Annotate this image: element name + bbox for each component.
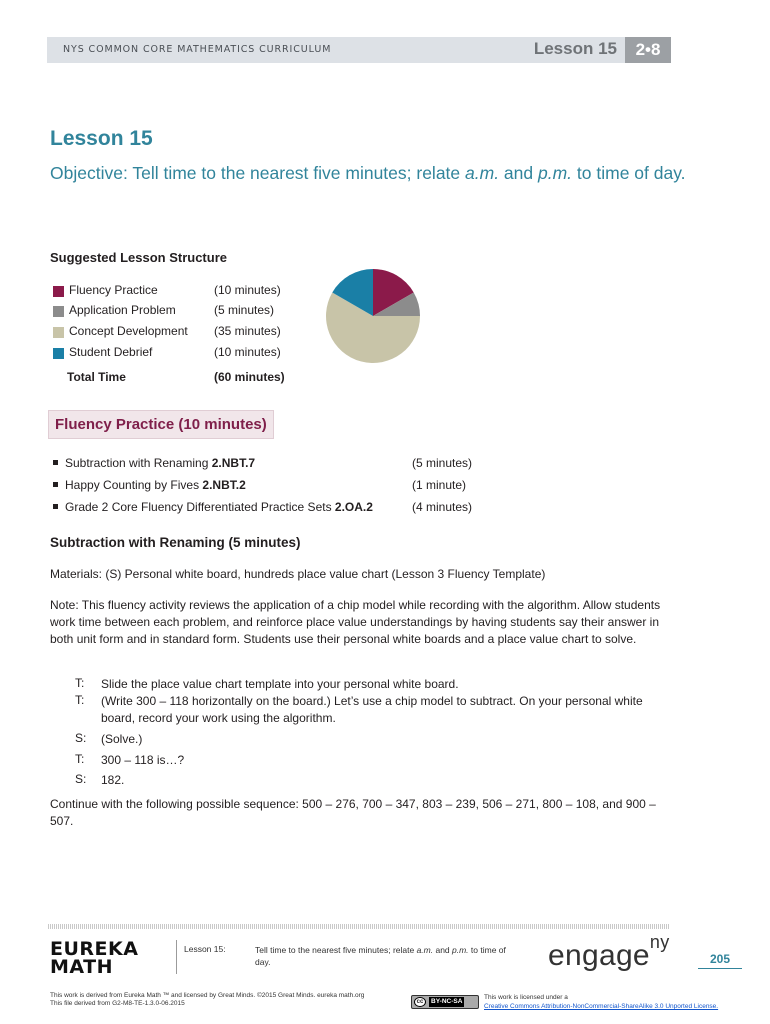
dialogue-speaker: T: — [75, 676, 85, 690]
cc-icon: cc — [414, 997, 426, 1007]
eureka-math-logo: EUREKA MATH — [50, 938, 139, 978]
license-text: This work is licensed under a Creative Commons Attribution-NonCommercial-ShareAlike 3.0 Unported License. — [484, 994, 719, 1010]
engageny-logo: engage$^{ny}$ — [548, 932, 670, 972]
fluency-item-time: (1 minute) — [412, 478, 467, 492]
grade-module-badge: 2•8 — [625, 37, 671, 63]
fluency-item: Subtraction with Renaming 2.NBT.7 — [50, 456, 255, 470]
curriculum-label: NYS COMMON CORE MATHEMATICS CURRICULUM — [63, 44, 332, 55]
dialogue-speaker: T: — [75, 693, 85, 707]
legend-swatch — [53, 348, 64, 359]
page-number: 205 — [710, 952, 731, 966]
total-time-value: (60 minutes) — [214, 370, 285, 384]
legend-swatch — [53, 327, 64, 338]
header-lesson: Lesson 15 — [533, 39, 617, 58]
fluency-item: Grade 2 Core Fluency Differentiated Practice Sets 2.OA.2 — [50, 500, 373, 514]
legend-swatch — [53, 306, 64, 317]
legend-swatch — [53, 286, 64, 297]
bullet-icon — [53, 482, 58, 487]
total-time-label: Total Time — [67, 370, 126, 384]
footer-separator — [176, 940, 177, 974]
footer-lesson-label: Lesson 15: — [184, 944, 226, 954]
dialogue-speaker: S: — [75, 731, 87, 745]
dialogue-text: (Write 300 – 118 horizontally on the board.) Let’s use a chip model to subtract. On your personal white board, record your work using the algorithm. — [101, 694, 643, 725]
lesson-structure-pie-chart — [325, 268, 421, 364]
footer-divider — [48, 924, 670, 929]
objective: Objective: Tell time to the nearest five minutes; relate a.m. and p.m. to time of day. — [50, 163, 686, 183]
page-number-underline — [698, 968, 742, 969]
dialogue-speaker: T: — [75, 752, 85, 766]
creative-commons-badge[interactable]: cc BY-NC-SA — [411, 995, 479, 1009]
lesson-structure-heading: Suggested Lesson Structure — [50, 250, 227, 265]
dialogue-text: Slide the place value chart template into your personal white board. — [101, 677, 459, 691]
license-link[interactable]: Creative Commons Attribution-NonCommercial-ShareAlike 3.0 Unported License. — [484, 1003, 719, 1010]
fluency-item-time: (5 minutes) — [412, 456, 473, 470]
continue-text: Continue with the following possible sequence: 500 – 276, 700 – 347, 803 – 239, 506 – 271, 800 – 108, and 900 – 507. — [50, 797, 656, 828]
note-text: Note: This fluency activity reviews the application of a chip model while recording with the algorithm. Allow students work time between each problem, and reinforce place value understandings by having students say their answer in both unit form and in standard form. Students use their personal white boards and a place value chart to solve. — [50, 598, 661, 646]
page-header — [47, 37, 671, 63]
fluency-item: Happy Counting by Fives 2.NBT.2 — [50, 478, 246, 492]
dialogue-text: 182. — [101, 773, 125, 787]
bullet-icon — [53, 504, 58, 509]
materials-text: Materials: (S) Personal white board, hundreds place value chart (Lesson 3 Fluency Template) — [50, 567, 546, 581]
fluency-item-time: (4 minutes) — [412, 500, 473, 514]
dialogue-speaker: S: — [75, 772, 87, 786]
footer-objective: Tell time to the nearest five minutes; relate a.m. and p.m. to time of day. — [255, 945, 506, 967]
bullet-icon — [53, 460, 58, 465]
dialogue-text: 300 – 118 is…? — [101, 753, 185, 767]
dialogue-text: (Solve.) — [101, 732, 143, 746]
attribution-text: This work is derived from Eureka Math ™ and licensed by Great Minds. ©2015 Great Minds. eureka math.org This file derived from G2-M8-TE-1.3.0-06.2015 — [50, 992, 365, 1007]
section-heading: Subtraction with Renaming (5 minutes) — [50, 535, 301, 550]
page-title: Lesson 15 — [50, 127, 153, 150]
fluency-practice-banner: Fluency Practice (10 minutes) — [48, 410, 274, 439]
